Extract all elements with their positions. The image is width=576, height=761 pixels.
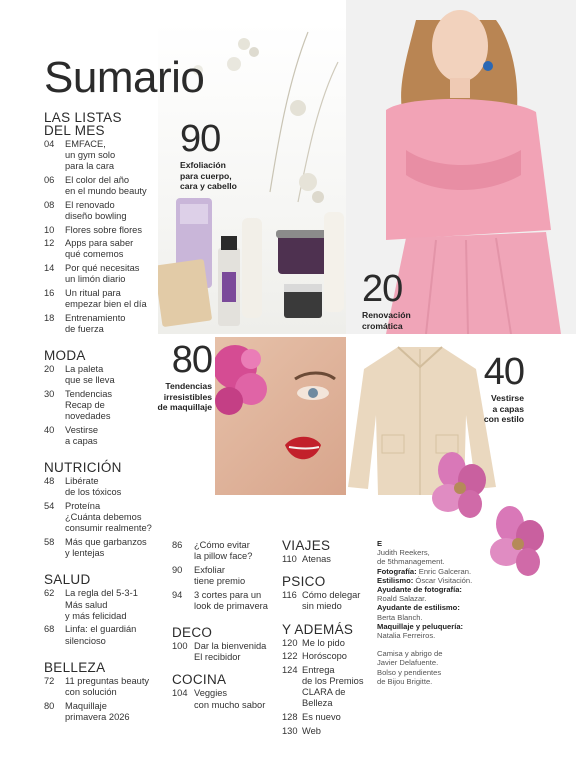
toc-entry (172, 688, 282, 710)
toc-page-number: 72 (44, 675, 55, 686)
toc-entry (44, 476, 164, 498)
toc-entry-title: Entrenamiento de fuerza (65, 312, 126, 334)
toc-entry (44, 200, 164, 222)
feature-90-number: 90 (180, 118, 221, 160)
toc-entry (44, 425, 164, 447)
toc-page-number: 130 (282, 725, 298, 736)
credit-value: Natalia Ferreiros. (377, 631, 436, 641)
toc-page-number: 104 (172, 688, 188, 699)
toc-entry-title: EMFACE, un gym solo para la cara (65, 139, 116, 172)
feature-90 (180, 120, 237, 192)
toc-column-third (282, 539, 378, 739)
toc-section-heading: MODA (44, 347, 86, 363)
toc-page-number: 122 (282, 651, 298, 662)
feature-80-caption: Tendencias irresistibles de maquillaje (157, 381, 212, 412)
toc-page-number: 18 (44, 312, 55, 323)
toc-page-number: 100 (172, 641, 188, 651)
toc-entry-title: Linfa: el guardián silencioso (65, 624, 137, 646)
toc-entry (44, 225, 164, 236)
toc-entry-title: Apps para saber qué comemos (65, 238, 134, 260)
toc-entry (282, 590, 378, 612)
toc-entry-title: Exfoliar tiene premio (194, 564, 246, 586)
credit-label: Maquillaje y peluquería: (377, 621, 464, 631)
toc-entry-title: 11 preguntas beauty con solución (65, 675, 150, 697)
toc-page-number: 62 (44, 588, 55, 599)
credits-outfit (377, 649, 487, 686)
toc-entry-title: Entrega de los Premios CLARA de Belleza (302, 664, 364, 709)
toc-entry-title: Cómo delegar sin miedo (302, 590, 361, 612)
credit-line (377, 576, 487, 585)
feature-20-caption: Renovación cromática (362, 310, 411, 331)
toc-page-number: 120 (282, 637, 298, 648)
toc-entry (44, 288, 164, 310)
toc-entry (44, 364, 164, 386)
face-illustration (215, 337, 346, 495)
toc-entry-title: Vestirse a capas (65, 424, 99, 446)
toc-section-heading: VIAJES (282, 538, 331, 553)
toc-entry-title: Me lo pido (302, 637, 345, 648)
toc-page-number: 30 (44, 388, 55, 399)
toc-entry (282, 638, 378, 649)
toc-entry-title: ¿Cómo evitar la pillow face? (194, 540, 253, 562)
toc-page-number: 40 (44, 424, 55, 435)
credits-initial: E (377, 539, 383, 548)
toc-page-number: 86 (172, 540, 183, 550)
credit-line (377, 585, 487, 594)
toc-entry-title: Un ritual para empezar bien el día (65, 287, 147, 309)
toc-entry-title: Flores sobre flores (65, 224, 142, 235)
toc-section-heading: Y ADEMÁS (282, 621, 354, 637)
credit-value: Judith Reekers, (377, 548, 430, 558)
toc-section-heading: LAS LISTAS DEL MES (44, 110, 122, 138)
toc-entry (44, 537, 164, 559)
toc-entry (44, 624, 164, 646)
toc-page-number: 20 (44, 363, 55, 374)
toc-column-main (44, 111, 164, 725)
toc-column-second (172, 540, 282, 713)
toc-entry-title: Más que garbanzos y lentejas (65, 536, 147, 559)
credit-value: Berta Blanch. (377, 612, 423, 622)
toc-entry-title: Es nuevo (302, 712, 341, 722)
credit-value: Roald Salazar. (377, 594, 427, 604)
toc-entry-title: Libérate de los tóxicos (65, 476, 122, 498)
toc-entry-title: Por qué necesitas un limón diario (65, 262, 140, 285)
toc-entry (282, 554, 378, 565)
toc-page-number: 14 (44, 262, 55, 273)
toc-page-number: 116 (282, 590, 297, 601)
toc-page-number: 54 (44, 500, 55, 511)
toc-entry (282, 651, 378, 662)
toc-entry (172, 590, 282, 612)
toc-entry-title: Web (302, 725, 321, 736)
toc-page-number: 48 (44, 476, 55, 487)
makeup-face-photo (215, 337, 346, 495)
cover-credits (377, 539, 487, 686)
credit-line (377, 557, 487, 566)
toc-entry (172, 540, 282, 562)
toc-page-number: 80 (44, 700, 55, 711)
toc-page-number: 08 (44, 199, 55, 210)
credit-label: Ayudante de fotografía: (377, 585, 462, 595)
feature-80 (157, 339, 212, 413)
credits-lines (377, 548, 487, 640)
toc-section-heading: DECO (172, 625, 213, 640)
toc-entry-title: Tendencias Recap de novedades (65, 388, 113, 422)
credit-label: Ayudante de estilismo: (377, 603, 460, 613)
credit-line (377, 603, 487, 612)
toc-entry-title: La regla del 5-3-1 Más salud y más felicidad (65, 588, 138, 621)
toc-page-number: 90 (172, 564, 183, 575)
outfit-line: de Bijou Brigitte. (377, 676, 433, 686)
outfit-line: Bolso y pendientes (377, 667, 442, 677)
toc-page-number: 68 (44, 624, 55, 635)
toc-entry (282, 726, 378, 737)
page-title: Sumario (44, 53, 205, 102)
toc-entry-title: Atenas (302, 554, 331, 564)
toc-entry (282, 712, 378, 723)
toc-entry-title: Veggies con mucho sabor (194, 688, 266, 710)
outfit-line: Camisa y abrigo de (377, 649, 443, 659)
credit-label: Fotografía: (377, 566, 417, 576)
toc-page-number: 110 (282, 554, 297, 564)
toc-section-heading: SALUD (44, 572, 91, 588)
toc-entry-title: El renovado diseño bowling (65, 199, 127, 221)
toc-entry-title: 3 cortes para un look de primavera (194, 589, 268, 611)
toc-entry-title: Horóscopo (302, 651, 347, 662)
toc-entry-title: La paleta que se lleva (65, 363, 115, 386)
toc-entry (44, 313, 164, 335)
toc-section-heading: PSICO (282, 574, 326, 590)
credit-line (377, 594, 487, 603)
toc-section-heading: COCINA (172, 672, 227, 688)
credit-line (377, 548, 487, 557)
toc-page-number: 16 (44, 287, 55, 298)
feature-80-number: 80 (171, 339, 212, 381)
feature-90-caption: Exfoliación para cuerpo, cara y cabello (180, 160, 237, 191)
toc-entry (44, 501, 164, 535)
credit-value: de 5thmanagement. (377, 557, 445, 567)
credit-label: Estilismo: (377, 575, 414, 585)
toc-entry (44, 588, 164, 622)
toc-section-heading: NUTRICIÓN (44, 460, 122, 476)
toc-entry (44, 389, 164, 423)
feature-20-number: 20 (362, 268, 403, 310)
credit-value: Enric Galceran. (416, 566, 472, 576)
toc-entry (44, 139, 164, 173)
toc-section-heading: BELLEZA (44, 659, 106, 675)
toc-page-number: 128 (282, 712, 298, 722)
toc-entry (172, 641, 282, 663)
toc-entry (282, 665, 378, 710)
toc-entry (44, 676, 164, 698)
credit-value: Óscar Visitación. (413, 575, 473, 585)
toc-entry (44, 238, 164, 260)
outfit-line: Javier Delafuente. (377, 658, 439, 668)
feature-40-caption: Vestirse a capas con estilo (483, 393, 524, 424)
toc-entry-title: Maquillaje primavera 2026 (65, 700, 130, 722)
toc-page-number: 04 (44, 139, 55, 149)
toc-page-number: 94 (172, 589, 183, 600)
feature-40-number: 40 (483, 351, 524, 393)
toc-entry (172, 565, 282, 587)
toc-page-number: 12 (44, 238, 55, 249)
toc-page-number: 10 (44, 224, 55, 235)
credit-line (377, 622, 487, 631)
toc-entry (44, 175, 164, 197)
toc-page-number: 58 (44, 536, 55, 547)
credit-line (377, 613, 487, 622)
toc-page-number: 06 (44, 175, 55, 185)
toc-entry-title: Dar la bienvenida El recibidor (194, 641, 267, 663)
feature-40 (474, 353, 524, 425)
credit-line (377, 631, 487, 640)
credit-line (377, 567, 487, 576)
toc-entry (44, 701, 164, 723)
toc-entry-title: El color del año en el mundo beauty (65, 175, 147, 197)
toc-page-number: 124 (282, 664, 298, 675)
feature-20 (362, 270, 411, 331)
toc-entry (44, 263, 164, 285)
toc-entry-title: Proteína ¿Cuánta debemos consumir realmente? (65, 500, 152, 534)
